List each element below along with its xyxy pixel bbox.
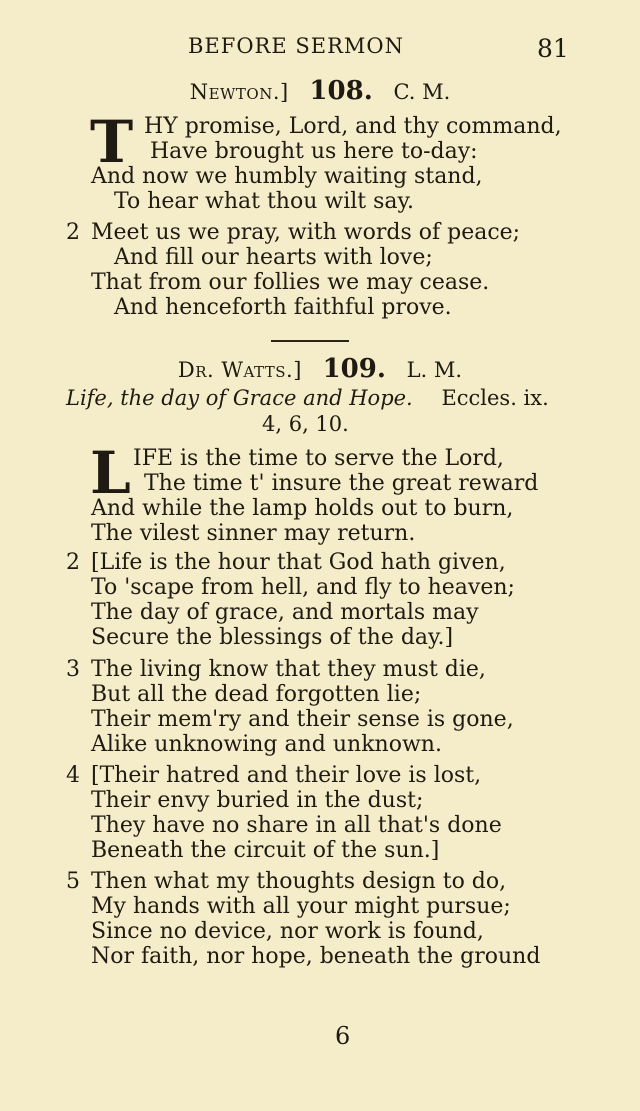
stanza-number: 2: [66, 550, 80, 575]
verse-line: And fill our hearts with love;: [114, 245, 433, 270]
hymn-108-author: Newton.]: [189, 80, 289, 104]
hymn-109-subtitle: [66, 386, 549, 410]
verse-line: Their envy buried in the dust;: [91, 788, 424, 813]
verse-line: That from our follies we may cease.: [91, 270, 490, 295]
running-head: [0, 34, 640, 64]
verse-line: Have brought us here to-day:: [150, 139, 478, 164]
stanza-number: 4: [66, 763, 80, 788]
hymn-108-meter: C. M.: [393, 80, 451, 104]
hymn-109-meter: L. M.: [406, 358, 463, 382]
hymn-108-header: [0, 76, 640, 106]
verse-line: The time t' insure the great reward: [144, 471, 539, 496]
running-title: BEFORE SERMON: [188, 34, 404, 58]
stanza-number: 3: [66, 657, 80, 682]
verse-line: My hands with all your might pursue;: [91, 894, 511, 919]
hymn-109-dropcap: L: [90, 439, 131, 507]
verse-line: Meet us we pray, with words of peace;: [91, 220, 521, 245]
verse-line: The day of grace, and mortals may: [91, 600, 479, 625]
verse-line: And now we humbly waiting stand,: [91, 164, 483, 189]
verse-line: Then what my thoughts design to do,: [91, 869, 507, 894]
verse-line: To 'scape from hell, and fly to heaven;: [91, 575, 515, 600]
verse-line: And henceforth faithful prove.: [114, 295, 452, 320]
stanza-number: 5: [66, 869, 80, 894]
page-number: 81: [537, 34, 569, 63]
hymn-109-theme: Life, the day of Grace and Hope.: [66, 386, 413, 410]
verse-line: Alike unknowing and unknown.: [91, 732, 442, 757]
verse-line: IFE is the time to serve the Lord,: [133, 446, 504, 471]
verse-line: And while the lamp holds out to burn,: [91, 496, 514, 521]
hymn-109-header: [0, 354, 640, 384]
verse-line: [Life is the hour that God hath given,: [91, 550, 506, 575]
verse-line: HY promise, Lord, and thy command,: [144, 114, 562, 139]
verse-line: Nor faith, nor hope, beneath the ground: [91, 944, 541, 969]
verse-line: Since no device, nor work is found,: [91, 919, 484, 944]
hymn-109-number: 109.: [322, 354, 386, 384]
signature-mark: 6: [335, 1022, 351, 1050]
verse-line: But all the dead forgotten lie;: [91, 682, 422, 707]
verse-line: The living know that they must die,: [91, 657, 486, 682]
hymn-109-scripture: Eccles. ix.: [441, 386, 549, 410]
verse-line: Secure the blessings of the day.]: [91, 625, 454, 650]
verse-line: Beneath the circuit of the sun.]: [91, 838, 440, 863]
verse-line: Their mem'ry and their sense is gone,: [91, 707, 514, 732]
verse-line: To hear what thou wilt say.: [114, 189, 415, 214]
hymn-108-number: 108.: [309, 76, 373, 106]
section-divider: [271, 340, 349, 342]
verse-line: [Their hatred and their love is lost,: [91, 763, 482, 788]
verse-line: They have no share in all that's done: [91, 813, 502, 838]
stanza-number: 2: [66, 220, 80, 245]
verse-line: The vilest sinner may return.: [91, 521, 416, 546]
hymn-109-verses: 4, 6, 10.: [262, 412, 349, 436]
hymn-109-author: Dr. Watts.]: [177, 358, 302, 382]
hymn-108-dropcap: T: [90, 108, 134, 176]
